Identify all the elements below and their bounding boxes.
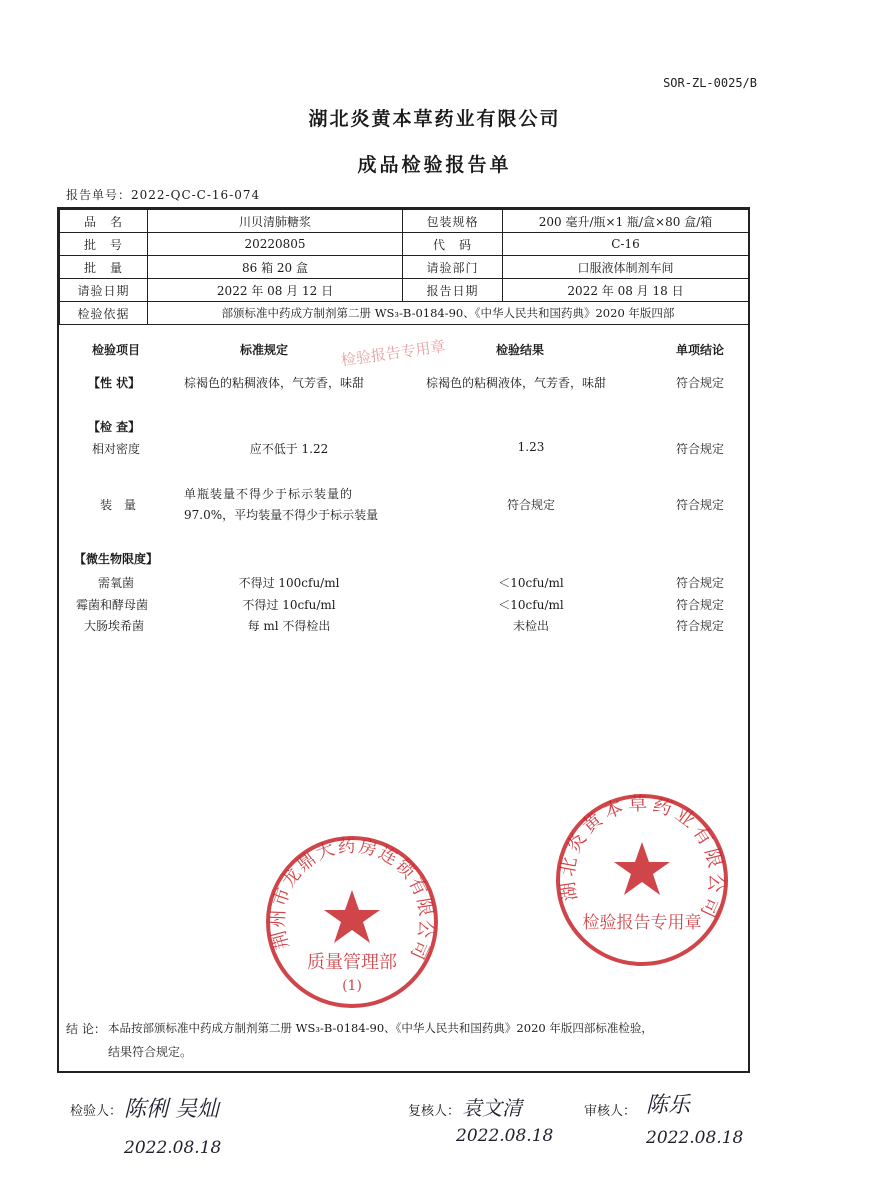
- dept-label: 请验部门: [403, 256, 503, 279]
- report-number-label: 报告单号：: [66, 188, 132, 202]
- reviewer-date: 2022.08.18: [456, 1126, 554, 1146]
- info-row: [60, 233, 749, 256]
- col-header-result: 检验结果: [496, 343, 545, 357]
- quality-dept-seal: [262, 832, 442, 1012]
- aerobic-conclusion: 符合规定: [676, 576, 725, 590]
- col-header-standard: 标准规定: [240, 343, 289, 357]
- density-item: 相对密度: [92, 442, 141, 456]
- batch-label: 批 号: [60, 233, 148, 256]
- filling-result: 符合规定: [506, 498, 555, 512]
- code-value: C-16: [503, 233, 749, 256]
- product-value: 川贝清肺糖浆: [148, 210, 403, 233]
- conclusion-line1: 本品按部颁标准中药成方制剂第二册 WS₃-B-0184-90、《中华人民共和国药典》2020 年版四部标准检验，: [108, 1021, 653, 1035]
- aerobic-item: 需氧菌: [98, 576, 135, 590]
- svg-text:检验报告专用章: 检验报告专用章: [582, 913, 702, 933]
- quantity-label: 批 量: [60, 256, 148, 279]
- col-header-item: 检验项目: [92, 343, 141, 357]
- report-number: [66, 186, 260, 203]
- mold-item: 霉菌和酵母菌: [76, 598, 149, 612]
- info-row: [60, 256, 749, 279]
- basis-label: 检验依据: [60, 302, 148, 325]
- approver-label: 审核人：: [584, 1104, 637, 1119]
- col-header-conclusion: 单项结论: [676, 343, 725, 357]
- report-number-value: 2022-QC-C-16-074: [131, 188, 261, 202]
- report-seal: [552, 790, 732, 970]
- aerobic-result: ＜10cfu/ml: [498, 576, 564, 590]
- code-label: 代 码: [403, 233, 503, 256]
- batch-value: 20220805: [148, 233, 403, 256]
- character-standard: 棕褐色的粘稠液体，气芳香，味甜: [184, 376, 365, 390]
- character-conclusion: 符合规定: [676, 376, 725, 390]
- report-title: 成品检验报告单: [357, 154, 512, 176]
- conclusion-label: 结 论：: [66, 1022, 106, 1036]
- approver-signature: 陈乐: [646, 1093, 691, 1118]
- ecoli-standard: 每 ml 不得检出: [247, 619, 331, 633]
- svg-text:湖北炎黄本草药业有限公司: 湖北炎黄本草药业有限公司: [556, 792, 728, 925]
- density-conclusion: 符合规定: [676, 442, 725, 456]
- svg-text:质量管理部: 质量管理部: [307, 952, 397, 973]
- density-result: 1.23: [517, 440, 545, 454]
- density-standard: 应不低于 1.22: [249, 442, 329, 456]
- package-value: 200 毫升/瓶×1 瓶/盒×80 盒/箱: [503, 210, 749, 233]
- svg-text:检验报告专用章: 检验报告专用章: [339, 337, 447, 370]
- inspector-date: 2022.08.18: [124, 1138, 222, 1158]
- ecoli-conclusion: 符合规定: [676, 619, 725, 633]
- quantity-value: 86 箱 20 盒: [148, 256, 403, 279]
- filling-standard-line2: 97.0%，平均装量不得少于标示装量: [184, 508, 379, 522]
- mold-conclusion: 符合规定: [676, 598, 725, 612]
- reviewer-label: 复核人：: [408, 1104, 461, 1119]
- mold-result: ＜10cfu/ml: [498, 598, 564, 612]
- inspector-label: 检验人：: [70, 1104, 123, 1119]
- document-code: SOR-ZL-0025/B: [663, 76, 757, 90]
- character-result: 棕褐色的粘稠液体，气芳香，味甜: [426, 376, 607, 390]
- filling-item: 装 量: [100, 498, 137, 512]
- section-character: 【性 状】: [88, 376, 141, 390]
- product-label: 品 名: [60, 210, 148, 233]
- info-row: [60, 279, 749, 302]
- ecoli-result: 未检出: [512, 619, 549, 633]
- aerobic-standard: 不得过 100cfu/ml: [238, 576, 340, 590]
- request-date-value: 2022 年 08 月 12 日: [148, 279, 403, 302]
- report-date-label: 报告日期: [403, 279, 503, 302]
- request-date-label: 请验日期: [60, 279, 148, 302]
- filling-standard-line1: 单瓶装量不得少于标示装量的: [184, 487, 354, 501]
- section-microbial: 【微生物限度】: [74, 552, 159, 566]
- section-inspection: 【检 查】: [88, 420, 141, 434]
- basis-value: 部颁标准中药成方制剂第二册 WS₃-B-0184-90、《中华人民共和国药典》2020 年版四部: [148, 302, 749, 325]
- reviewer-signature: 袁文清: [462, 1096, 522, 1120]
- package-label: 包装规格: [403, 210, 503, 233]
- faint-seal-stamp: [330, 318, 460, 378]
- svg-text:(1): (1): [342, 978, 362, 994]
- filling-conclusion: 符合规定: [676, 498, 725, 512]
- approver-date: 2022.08.18: [646, 1128, 744, 1148]
- info-row: [60, 210, 749, 233]
- dept-value: 口服液体制剂车间: [503, 256, 749, 279]
- info-table: [59, 209, 749, 325]
- inspector-signature: 陈俐 吴灿: [124, 1097, 219, 1122]
- svg-text:荆州市龙鼎大药房连锁有限公司: 荆州市龙鼎大药房连锁有限公司: [267, 835, 437, 965]
- company-name: 湖北炎黄本草药业有限公司: [308, 108, 561, 130]
- mold-standard: 不得过 10cfu/ml: [242, 598, 336, 612]
- ecoli-item: 大肠埃希菌: [84, 619, 145, 633]
- report-date-value: 2022 年 08 月 18 日: [503, 279, 749, 302]
- conclusion-line2: 结果符合规定。: [108, 1045, 193, 1059]
